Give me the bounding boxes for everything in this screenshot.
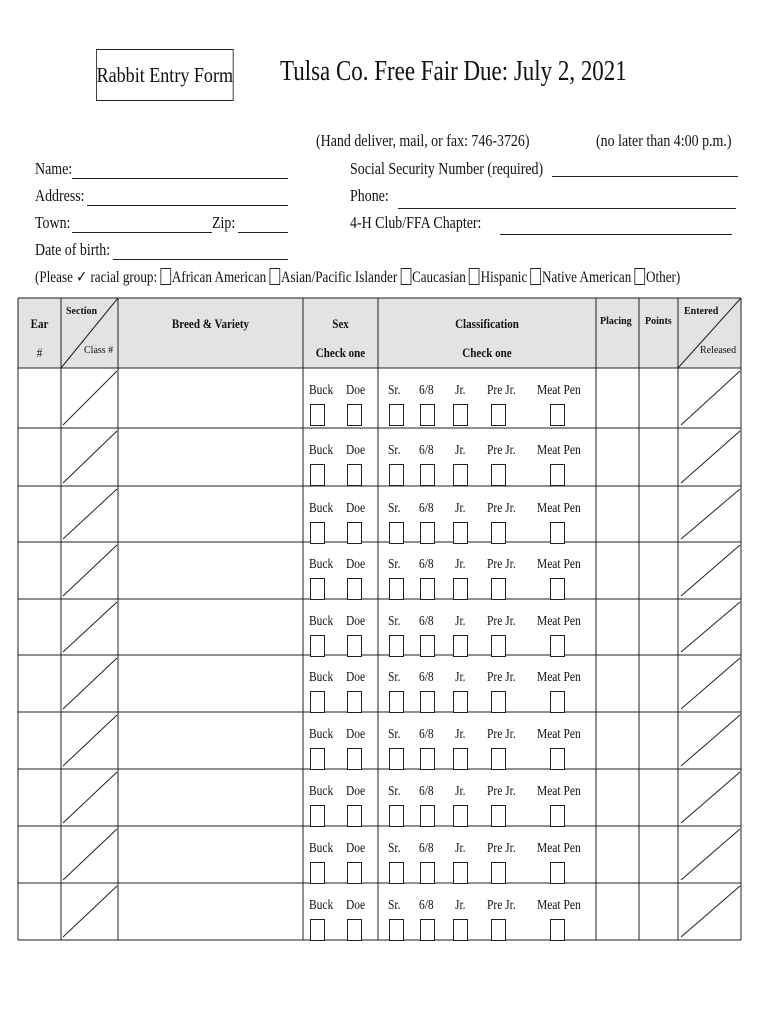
checkbox-sex-doe[interactable] <box>347 578 362 600</box>
checkbox-sex-buck[interactable] <box>310 691 325 713</box>
checkbox-class-option[interactable] <box>453 404 468 426</box>
checkbox-class-option[interactable] <box>550 635 565 657</box>
checkbox-class-option[interactable] <box>491 522 506 544</box>
class-option-label: Sr. <box>388 443 401 458</box>
option-asian-pacific: Asian/Pacific Islander <box>280 269 398 286</box>
class-option-label: 6/8 <box>419 501 434 516</box>
checkbox-sex-buck[interactable] <box>310 805 325 827</box>
class-option-label: Pre Jr. <box>487 898 516 913</box>
placing-cell[interactable] <box>598 885 637 938</box>
section-class-diagonal <box>63 602 117 652</box>
checkbox-class-option[interactable] <box>453 862 468 884</box>
class-option-label: Jr. <box>455 557 466 572</box>
placing-cell[interactable] <box>598 488 637 540</box>
address-label: Address: <box>35 186 85 205</box>
section-class-diagonal <box>63 829 117 880</box>
checkbox-class-option[interactable] <box>389 578 404 600</box>
class-option-label: 6/8 <box>419 443 434 458</box>
town-label: Town: <box>35 213 71 232</box>
checkbox-class-option[interactable] <box>550 748 565 770</box>
breed-variety-cell[interactable] <box>120 714 301 767</box>
checkbox-class-option[interactable] <box>491 578 506 600</box>
class-option-label: 6/8 <box>419 727 434 742</box>
sex-option-label: Doe <box>346 501 366 516</box>
class-option-label: Pre Jr. <box>487 784 516 799</box>
breed-variety-cell[interactable] <box>120 657 301 710</box>
dob-label: Date of birth: <box>35 240 111 259</box>
class-option-label: Pre Jr. <box>487 443 516 458</box>
checkbox-class-option[interactable] <box>420 404 435 426</box>
checkbox-class-option[interactable] <box>420 464 435 486</box>
checkbox-class-option[interactable] <box>550 404 565 426</box>
class-option-label: Sr. <box>388 898 401 913</box>
breed-variety-cell[interactable] <box>120 828 301 881</box>
checkbox-class-option[interactable] <box>420 635 435 657</box>
ear-number-cell[interactable] <box>20 488 59 540</box>
class-option-label: Sr. <box>388 670 401 685</box>
checkbox-class-option[interactable] <box>550 919 565 941</box>
checkbox-sex-doe[interactable] <box>347 464 362 486</box>
checkbox-class-option[interactable] <box>550 578 565 600</box>
class-option-label: Jr. <box>455 784 466 799</box>
sex-option-label: Buck <box>309 383 334 398</box>
class-option-label: Sr. <box>388 557 401 572</box>
points-cell[interactable] <box>641 430 676 484</box>
sex-option-label: Buck <box>309 443 334 458</box>
sex-option-label: Doe <box>346 784 366 799</box>
class-option-label: Meat Pen <box>537 383 581 398</box>
points-cell[interactable] <box>641 601 676 653</box>
checkbox-class-option[interactable] <box>453 748 468 770</box>
class-option-label: Meat Pen <box>537 614 581 629</box>
entered-released-diagonal <box>681 829 740 880</box>
col-released: Released <box>700 345 737 356</box>
checkbox-sex-buck[interactable] <box>310 748 325 770</box>
checkbox-class-option[interactable] <box>389 805 404 827</box>
club-label: 4-H Club/FFA Chapter: <box>350 213 482 232</box>
checkbox-class-option[interactable] <box>550 522 565 544</box>
class-option-label: Meat Pen <box>537 841 581 856</box>
ear-number-cell[interactable] <box>20 828 59 881</box>
class-option-label: Jr. <box>455 501 466 516</box>
breed-variety-cell[interactable] <box>120 885 301 938</box>
racial-prompt: (Please ✓ racial group: <box>35 269 158 286</box>
checkbox-class-option[interactable] <box>420 522 435 544</box>
class-option-label: 6/8 <box>419 670 434 685</box>
entered-released-diagonal <box>681 431 740 483</box>
col-class-num: Class # <box>84 345 114 356</box>
entered-released-diagonal <box>681 772 740 823</box>
zip-label: Zip: <box>212 213 236 232</box>
points-cell[interactable] <box>641 885 676 938</box>
placing-cell[interactable] <box>598 544 637 597</box>
ear-number-cell[interactable] <box>20 370 59 426</box>
class-option-label: Jr. <box>455 898 466 913</box>
class-option-label: Sr. <box>388 841 401 856</box>
ear-number-cell[interactable] <box>20 544 59 597</box>
class-option-label: Jr. <box>455 614 466 629</box>
placing-cell[interactable] <box>598 828 637 881</box>
checkbox-class-option[interactable] <box>420 691 435 713</box>
option-hispanic: Hispanic <box>480 269 528 286</box>
ear-number-cell[interactable] <box>20 714 59 767</box>
form-title: Rabbit Entry Form <box>96 62 234 87</box>
col-placing: Placing <box>600 316 632 327</box>
ear-number-cell[interactable] <box>20 657 59 710</box>
checkbox-class-option[interactable] <box>420 748 435 770</box>
placing-cell[interactable] <box>598 771 637 824</box>
checkbox-class-option[interactable] <box>420 578 435 600</box>
sex-option-label: Buck <box>309 670 334 685</box>
col-ear: Ear <box>30 316 49 331</box>
class-option-label: Sr. <box>388 727 401 742</box>
checkbox-sex-buck[interactable] <box>310 862 325 884</box>
sex-option-label: Doe <box>346 898 366 913</box>
checkbox-sex-buck[interactable] <box>310 464 325 486</box>
checkbox-sex-doe[interactable] <box>347 862 362 884</box>
checkbox-sex-buck[interactable] <box>310 522 325 544</box>
class-option-label: 6/8 <box>419 614 434 629</box>
class-option-label: Pre Jr. <box>487 383 516 398</box>
checkbox-class-option[interactable] <box>389 862 404 884</box>
ssn-label: Social Security Number (required) <box>350 159 544 178</box>
class-option-label: Pre Jr. <box>487 841 516 856</box>
name-label: Name: <box>35 159 73 178</box>
checkbox-class-option[interactable] <box>491 691 506 713</box>
entered-released-diagonal <box>681 602 740 652</box>
section-class-diagonal <box>63 545 117 596</box>
sex-option-label: Buck <box>309 501 334 516</box>
entered-released-diagonal <box>681 545 740 596</box>
checkbox-class-option[interactable] <box>491 404 506 426</box>
sex-option-label: Buck <box>309 784 334 799</box>
breed-variety-cell[interactable] <box>120 771 301 824</box>
checkbox-class-option[interactable] <box>389 748 404 770</box>
class-option-label: 6/8 <box>419 898 434 913</box>
sex-option-label: Buck <box>309 841 334 856</box>
sex-option-label: Buck <box>309 557 334 572</box>
sex-option-label: Doe <box>346 557 366 572</box>
entered-released-diagonal <box>681 658 740 709</box>
class-option-label: Meat Pen <box>537 727 581 742</box>
fair-title: Tulsa Co. Free Fair Due: July 2, 2021 <box>280 56 627 87</box>
checkbox-class-option[interactable] <box>420 919 435 941</box>
class-option-label: Meat Pen <box>537 557 581 572</box>
section-class-diagonal <box>63 658 117 709</box>
placing-cell[interactable] <box>598 370 637 426</box>
col-entered: Entered <box>684 306 719 317</box>
ear-number-cell[interactable] <box>20 885 59 938</box>
checkbox-class-option[interactable] <box>550 862 565 884</box>
class-option-label: Meat Pen <box>537 898 581 913</box>
class-option-label: 6/8 <box>419 841 434 856</box>
checkbox-class-option[interactable] <box>453 805 468 827</box>
checkbox-sex-doe[interactable] <box>347 522 362 544</box>
checkbox-class-option[interactable] <box>491 862 506 884</box>
checkbox-sex-buck[interactable] <box>310 635 325 657</box>
breed-variety-cell[interactable] <box>120 430 301 484</box>
checkbox-class-option[interactable] <box>453 464 468 486</box>
class-option-label: Meat Pen <box>537 670 581 685</box>
placing-cell[interactable] <box>598 714 637 767</box>
points-cell[interactable] <box>641 657 676 710</box>
checkbox-sex-buck[interactable] <box>310 404 325 426</box>
sex-option-label: Buck <box>309 614 334 629</box>
sex-option-label: Doe <box>346 670 366 685</box>
class-option-label: Pre Jr. <box>487 557 516 572</box>
sex-option-label: Doe <box>346 383 366 398</box>
checkbox-sex-doe[interactable] <box>347 748 362 770</box>
section-class-diagonal <box>63 371 117 425</box>
class-option-label: Meat Pen <box>537 443 581 458</box>
delivery-instructions: (Hand deliver, mail, or fax: 746-3726) <box>316 131 530 150</box>
checkbox-class-option[interactable] <box>420 862 435 884</box>
checkbox-class-option[interactable] <box>389 691 404 713</box>
class-option-label: Jr. <box>455 443 466 458</box>
phone-label: Phone: <box>350 186 389 205</box>
checkbox-class-option[interactable] <box>491 635 506 657</box>
option-native-american: Native American <box>542 269 632 286</box>
sex-option-label: Doe <box>346 727 366 742</box>
checkbox-sex-doe[interactable] <box>347 691 362 713</box>
class-option-label: Jr. <box>455 841 466 856</box>
col-ear-hash: # <box>36 345 43 360</box>
placing-cell[interactable] <box>598 430 637 484</box>
deadline-note: (no later than 4:00 p.m.) <box>596 131 732 150</box>
checkbox-class-option[interactable] <box>491 805 506 827</box>
class-option-label: Meat Pen <box>537 784 581 799</box>
checkbox-class-option[interactable] <box>550 805 565 827</box>
class-option-label: Sr. <box>388 501 401 516</box>
breed-variety-cell[interactable] <box>120 544 301 597</box>
section-class-diagonal <box>63 886 117 937</box>
class-option-label: 6/8 <box>419 557 434 572</box>
checkbox-class-option[interactable] <box>389 522 404 544</box>
sex-option-label: Buck <box>309 898 334 913</box>
checkbox-class-option[interactable] <box>491 919 506 941</box>
checkbox-class-option[interactable] <box>453 578 468 600</box>
breed-variety-cell[interactable] <box>120 601 301 653</box>
checkbox-class-option[interactable] <box>491 464 506 486</box>
section-class-diagonal <box>63 715 117 766</box>
checkbox-class-option[interactable] <box>389 919 404 941</box>
ear-number-cell[interactable] <box>20 771 59 824</box>
option-caucasian: Caucasian <box>411 269 466 286</box>
ear-number-cell[interactable] <box>20 430 59 484</box>
points-cell[interactable] <box>641 370 676 426</box>
option-other: Other) <box>646 269 681 286</box>
col-classification-sub: Check one <box>462 345 512 360</box>
class-option-label: Sr. <box>388 383 401 398</box>
entered-released-diagonal <box>681 886 740 937</box>
section-class-diagonal <box>63 431 117 483</box>
points-cell[interactable] <box>641 544 676 597</box>
class-option-label: Jr. <box>455 670 466 685</box>
checkbox-sex-doe[interactable] <box>347 635 362 657</box>
ear-number-cell[interactable] <box>20 601 59 653</box>
checkbox-class-option[interactable] <box>550 691 565 713</box>
checkbox-sex-buck[interactable] <box>310 578 325 600</box>
checkbox-class-option[interactable] <box>550 464 565 486</box>
class-option-label: 6/8 <box>419 383 434 398</box>
breed-variety-cell[interactable] <box>120 370 301 426</box>
checkbox-sex-doe[interactable] <box>347 404 362 426</box>
class-option-label: Pre Jr. <box>487 501 516 516</box>
checkbox-sex-doe[interactable] <box>347 805 362 827</box>
placing-cell[interactable] <box>598 657 637 710</box>
class-option-label: Pre Jr. <box>487 614 516 629</box>
sex-option-label: Doe <box>346 443 366 458</box>
col-classification: Classification <box>455 316 519 331</box>
col-sex: Sex <box>332 316 349 331</box>
checkbox-class-option[interactable] <box>389 635 404 657</box>
header-diagonal <box>678 298 741 368</box>
sex-option-label: Buck <box>309 727 334 742</box>
class-option-label: 6/8 <box>419 784 434 799</box>
checkbox-sex-buck[interactable] <box>310 919 325 941</box>
class-option-label: Meat Pen <box>537 501 581 516</box>
sex-option-label: Doe <box>346 614 366 629</box>
points-cell[interactable] <box>641 714 676 767</box>
col-points: Points <box>645 316 672 327</box>
class-option-label: Jr. <box>455 727 466 742</box>
sex-option-label: Doe <box>346 841 366 856</box>
class-option-label: Pre Jr. <box>487 727 516 742</box>
class-option-label: Sr. <box>388 784 401 799</box>
placing-cell[interactable] <box>598 601 637 653</box>
checkbox-class-option[interactable] <box>453 919 468 941</box>
points-cell[interactable] <box>641 828 676 881</box>
checkbox-class-option[interactable] <box>453 522 468 544</box>
class-option-label: Pre Jr. <box>487 670 516 685</box>
checkbox-class-option[interactable] <box>389 464 404 486</box>
class-option-label: Sr. <box>388 614 401 629</box>
col-breed: Breed & Variety <box>171 316 250 331</box>
class-option-label: Jr. <box>455 383 466 398</box>
entered-released-diagonal <box>681 371 740 425</box>
entered-released-diagonal <box>681 715 740 766</box>
header-diagonal <box>61 298 118 368</box>
section-class-diagonal <box>63 489 117 539</box>
entered-released-diagonal <box>681 489 740 539</box>
points-cell[interactable] <box>641 771 676 824</box>
checkbox-sex-doe[interactable] <box>347 919 362 941</box>
breed-variety-cell[interactable] <box>120 488 301 540</box>
checkbox-class-option[interactable] <box>420 805 435 827</box>
section-class-diagonal <box>63 772 117 823</box>
col-sex-sub: Check one <box>315 345 366 360</box>
option-african-american: African American <box>171 269 267 286</box>
checkbox-class-option[interactable] <box>453 635 468 657</box>
col-section: Section <box>66 306 98 317</box>
checkbox-class-option[interactable] <box>389 404 404 426</box>
checkbox-class-option[interactable] <box>453 691 468 713</box>
checkbox-class-option[interactable] <box>491 748 506 770</box>
points-cell[interactable] <box>641 488 676 540</box>
